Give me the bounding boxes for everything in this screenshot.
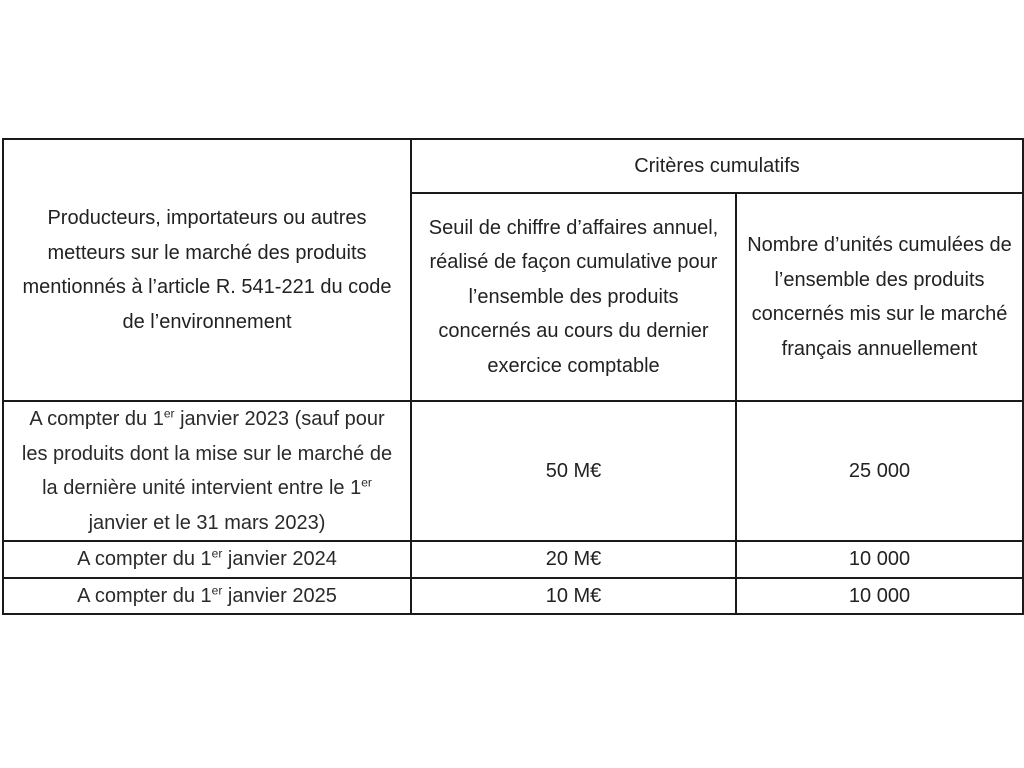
threshold-header-cell: Seuil de chiffre d’affaires annuel, réalisé de façon cumulative pour l’ensemble des produits concernés au cours du dernier exercice comptable [411,193,736,401]
table-row [3,541,1023,578]
date-cell: A compter du 1er janvier 2025 [3,578,411,615]
units-header-cell: Nombre d’unités cumulées de l’ensemble des produits concernés mis sur le marché français annuellement [736,193,1023,401]
units-cell: 10 000 [736,541,1023,578]
threshold-cell: 50 M€ [411,401,736,541]
criteria-table [2,138,1024,615]
date-cell: A compter du 1er janvier 2023 (sauf pour les produits dont la mise sur le marché de la dernière unité intervient entre le 1er janvier et le 31 mars 2023) [3,401,411,541]
producers-header-cell: Producteurs, importateurs ou autres metteurs sur le marché des produits mentionnés à l’article R. 541-221 du code de l’environnement [3,139,411,401]
threshold-cell: 10 M€ [411,578,736,615]
units-cell: 25 000 [736,401,1023,541]
table-row [3,578,1023,615]
criteria-table-container [2,138,1022,615]
threshold-cell: 20 M€ [411,541,736,578]
date-cell: A compter du 1er janvier 2024 [3,541,411,578]
units-cell: 10 000 [736,578,1023,615]
criteria-header-cell: Critères cumulatifs [411,139,1023,193]
table-header-row [3,139,1023,193]
table-row [3,401,1023,541]
